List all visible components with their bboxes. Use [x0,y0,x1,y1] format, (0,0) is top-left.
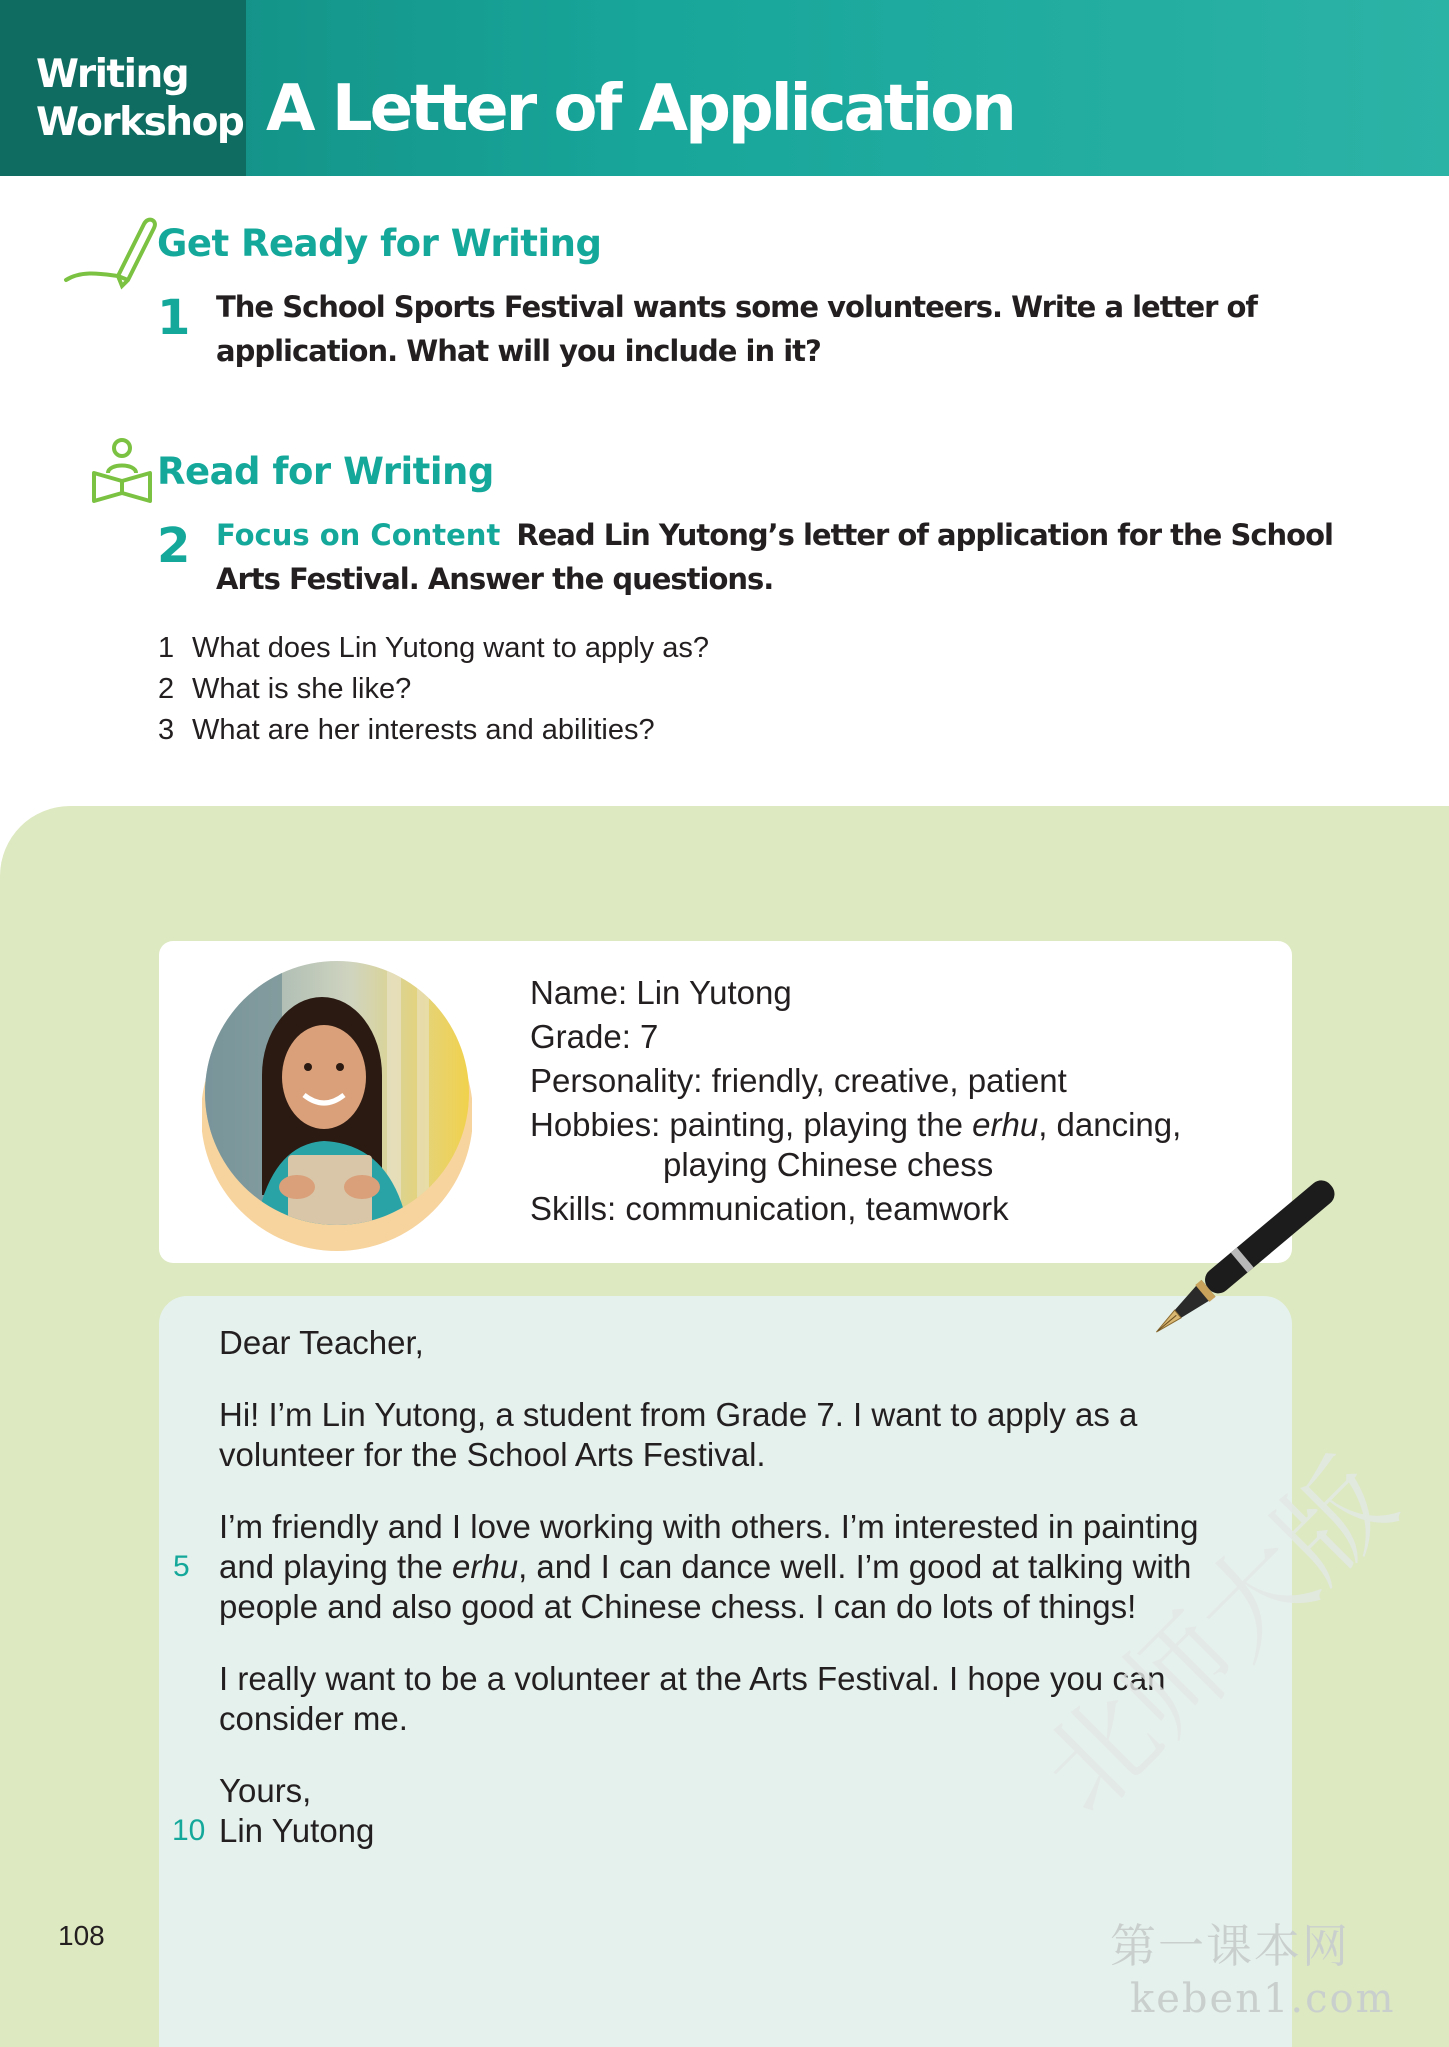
watermark [1016,1435,1440,2040]
task-number-1: 1 [157,290,191,346]
profile-name: Name: Lin Yutong [530,974,792,1011]
letter-p1-line1: Hi! I’m Lin Yutong, a student from Grade 7. I want to apply as a [219,1396,1138,1433]
section-tab [0,0,246,176]
task-2-text: Read Lin Yutong’s letter of application for the School [516,518,1333,552]
task-2-line-1 [216,518,1333,552]
task-number-2: 2 [157,518,191,574]
fountain-pen [1140,1150,1360,1370]
watermark-site-name: 第一课本网 [1110,1919,1350,1973]
letter-text: and playing the [219,1548,453,1585]
hobbies-text: Hobbies: painting, playing the [530,1106,973,1143]
question-number: 1 [158,632,175,664]
question-2 [158,673,411,706]
question-text: What are her interests and abilities? [192,714,655,746]
hobbies-erhu: erhu [972,1106,1039,1143]
section-heading-get-ready: Get Ready for Writing [157,222,602,265]
student-photo [202,955,472,1255]
letter-p3-line1: I really want to be a volunteer at the Arts Festival. I hope you can [219,1660,1166,1697]
section-heading-read-for-writing: Read for Writing [157,450,494,493]
letter-closing: Yours, [219,1772,312,1809]
letter-signature: Lin Yutong [219,1812,375,1849]
line-number-10: 10 [172,1814,206,1847]
focus-on-content-label: Focus on Content [216,518,501,552]
letter-erhu: erhu [452,1548,519,1585]
letter-text-end: , and I can dance well. I’m good at talking with [518,1548,1192,1585]
task-1-line-2: application. What will you include in it? [216,334,821,368]
writing-pen-icon [62,210,158,290]
letter-greeting: Dear Teacher, [219,1324,424,1361]
profile-hobbies-cont: playing Chinese chess [663,1146,994,1183]
page-title: A Letter of Application [266,72,1014,146]
line-number-5: 5 [173,1550,190,1583]
profile-grade: Grade: 7 [530,1018,659,1055]
question-number: 2 [158,673,175,705]
hobbies-text-end: , dancing, [1038,1106,1182,1143]
question-text: What does Lin Yutong want to apply as? [192,632,709,664]
reading-person-icon [90,437,154,505]
profile-skills: Skills: communication, teamwork [530,1190,1009,1227]
letter-p2-line1: I’m friendly and I love working with others. I’m interested in painting [219,1508,1199,1545]
question-number: 3 [158,714,175,746]
page-number: 108 [58,1920,105,1951]
profile-hobbies [530,1106,1181,1144]
question-text: What is she like? [192,673,412,705]
watermark-url: keben1.com [1130,1976,1396,2022]
header-band [0,0,1449,176]
question-1 [158,632,709,665]
question-3 [158,714,655,747]
letter-p3-line2: consider me. [219,1700,408,1737]
watermark-edition: 北师大版 [1016,1435,1419,1838]
profile-personality: Personality: friendly, creative, patient [530,1062,1067,1099]
letter-p2-line3: people and also good at Chinese chess. I can do lots of things! [219,1588,1137,1625]
letter-p1-line2: volunteer for the School Arts Festival. [219,1436,766,1473]
task-1-line-1: The School Sports Festival wants some volunteers. Write a letter of [216,290,1258,324]
tab-label-writing: Writing [36,52,189,97]
tab-label-workshop: Workshop [36,100,244,145]
task-2-line-2: Arts Festival. Answer the questions. [216,562,774,596]
